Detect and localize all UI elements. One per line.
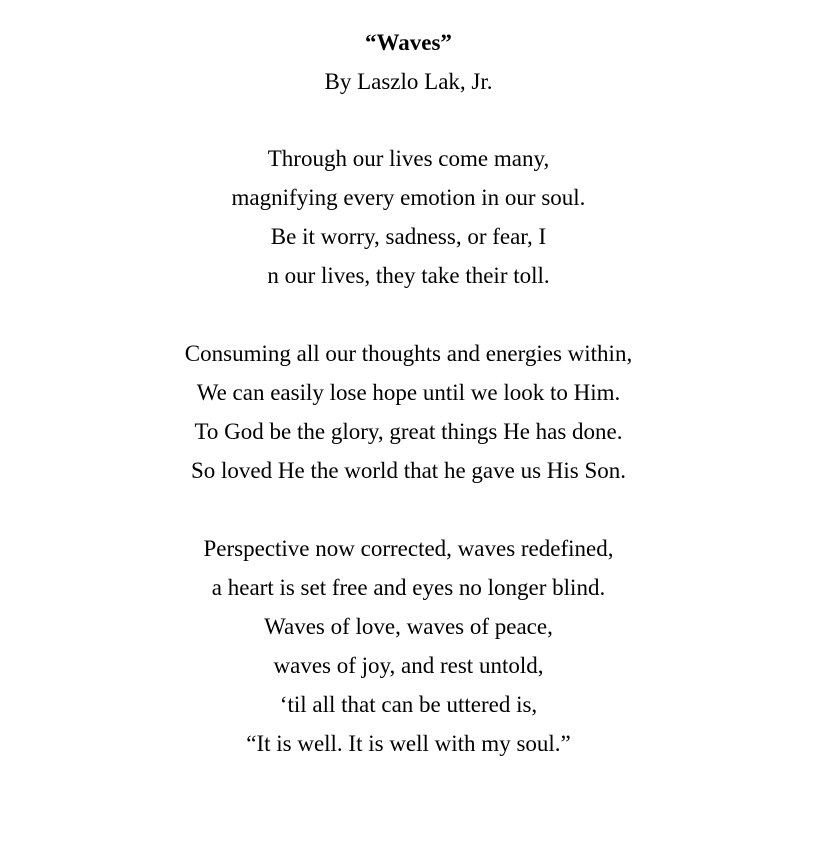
poem-line: Perspective now corrected, waves redefined, [203, 536, 614, 561]
poem-line: waves of joy, and rest untold, [273, 653, 544, 678]
poem-line: “It is well. It is well with my soul.” [246, 731, 571, 756]
poem-line: To God be the glory, great things He has done. [194, 419, 623, 444]
poem-line: Be it worry, sadness, or fear, I [270, 224, 547, 249]
poem-line: So loved He the world that he gave us His Son. [190, 458, 627, 483]
poem-line: Consuming all our thoughts and energies within, [184, 341, 633, 366]
poem-line: a heart is set free and eyes no longer blind. [211, 575, 606, 600]
poem-line: We can easily lose hope until we look to Him. [196, 380, 621, 405]
poem-line: ‘til all that can be uttered is, [279, 692, 538, 717]
poem-line: Waves of love, waves of peace, [264, 614, 553, 639]
poem-author: By Laszlo Lak, Jr. [324, 69, 493, 94]
poem-line: Through our lives come many, [267, 146, 550, 171]
poem-line: magnifying every emotion in our soul. [231, 185, 586, 210]
poem-title: “Waves” [365, 30, 452, 55]
poem-line: n our lives, they take their toll. [267, 263, 550, 288]
